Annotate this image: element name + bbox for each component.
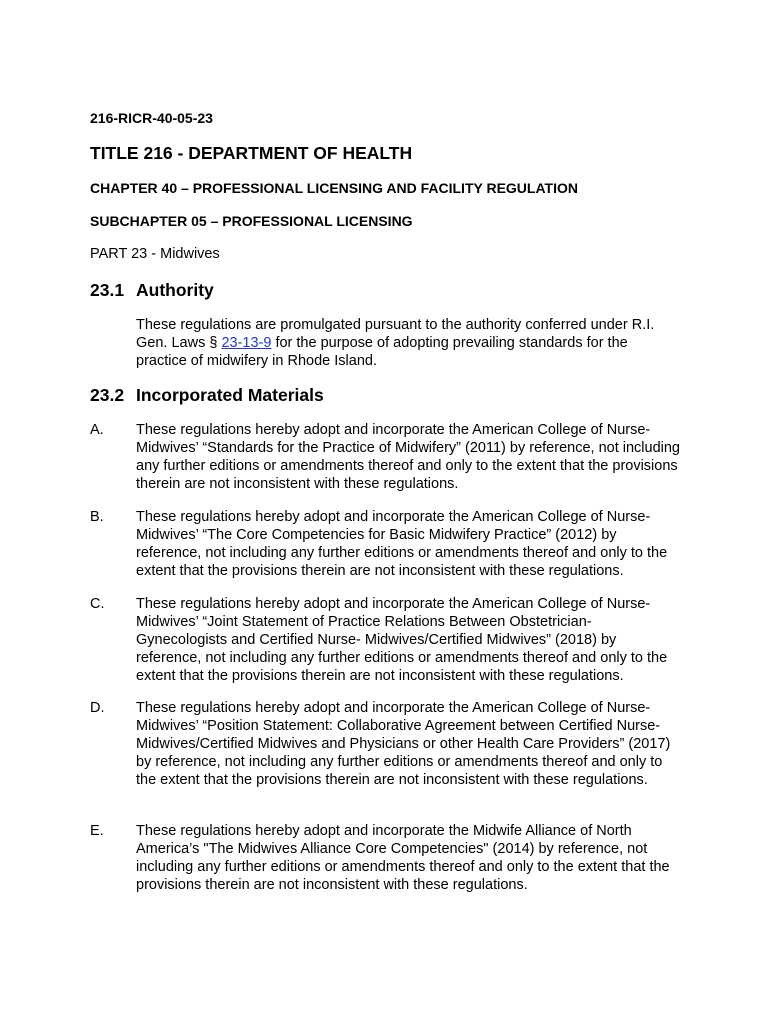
part-heading: PART 23 - Midwives (90, 246, 220, 262)
subchapter-heading: SUBCHAPTER 05 – PROFESSIONAL LICENSING (90, 213, 413, 229)
authority-text-before-link: These regulations are promulgated pursuant to the authority conferred under R.I. Gen. Laws § (136, 317, 655, 351)
section-number: 23.1 (90, 280, 125, 300)
document-id: 216-RICR-40-05-23 (90, 110, 213, 126)
list-item-letter: C. (90, 596, 105, 612)
list-item-letter: D. (90, 700, 105, 716)
section-heading-authority (90, 280, 214, 301)
section-heading-incorporated-materials (90, 385, 324, 406)
list-item-text: These regulations hereby adopt and incorporate the American College of Nurse-Midwives’ “The Core Competencies for Basic Midwifery Practice” (2012) by reference, not including any further editions or amendments thereof and only to the extent that the provisions therein are not inconsistent with these regulations. (136, 509, 668, 579)
law-reference-link[interactable]: 23-13-9 (221, 335, 272, 351)
list-item-text: These regulations hereby adopt and incorporate the American College of Nurse-Midwives’ “Joint Statement of Practice Relations Between Obstetrician-Gynecologists and Certified Nurse- Midwives/Certified Midwives” (2018) by reference, not including any further editions or amendments thereof and only to the extent that the provisions therein are not inconsistent with these regulations. (136, 596, 668, 684)
list-item-text: These regulations hereby adopt and incorporate the American College of Nurse-Midwives’ “Position Statement: Collaborative Agreement between Certified Nurse-Midwives/Certified Midwives and Physicians or other Health Care Providers” (2017) by reference, not including any further editions or amendments thereof and only to the extent that the provisions therein are not inconsistent with these regulations. (136, 700, 671, 788)
list-item-letter: E. (90, 823, 104, 839)
chapter-heading: CHAPTER 40 – PROFESSIONAL LICENSING AND FACILITY REGULATION (90, 180, 578, 196)
authority-paragraph (136, 316, 681, 370)
section-title: Incorporated Materials (136, 385, 324, 405)
list-item-letter: B. (90, 509, 104, 525)
list-item-letter: A. (90, 422, 104, 438)
document-title: TITLE 216 - DEPARTMENT OF HEALTH (90, 143, 413, 163)
list-item-text: These regulations hereby adopt and incorporate the Midwife Alliance of North America’s "The Midwives Alliance Core Competencies" (2014) by reference, not including any further editions or amendments thereof and only to the extent that the provisions therein are not inconsistent with these regulations. (136, 823, 670, 893)
section-title: Authority (136, 280, 214, 300)
list-item-text: These regulations hereby adopt and incorporate the American College of Nurse-Midwives’ “Standards for the Practice of Midwifery” (2011) by reference, not including any further editions or amendments thereof and only to the extent that the provisions therein are not inconsistent with these regulations. (136, 422, 680, 492)
authority-text-after-link: for the purpose of adopting prevailing standards for the practice of midwifery in Rhode Island. (136, 335, 628, 369)
section-number: 23.2 (90, 385, 125, 405)
